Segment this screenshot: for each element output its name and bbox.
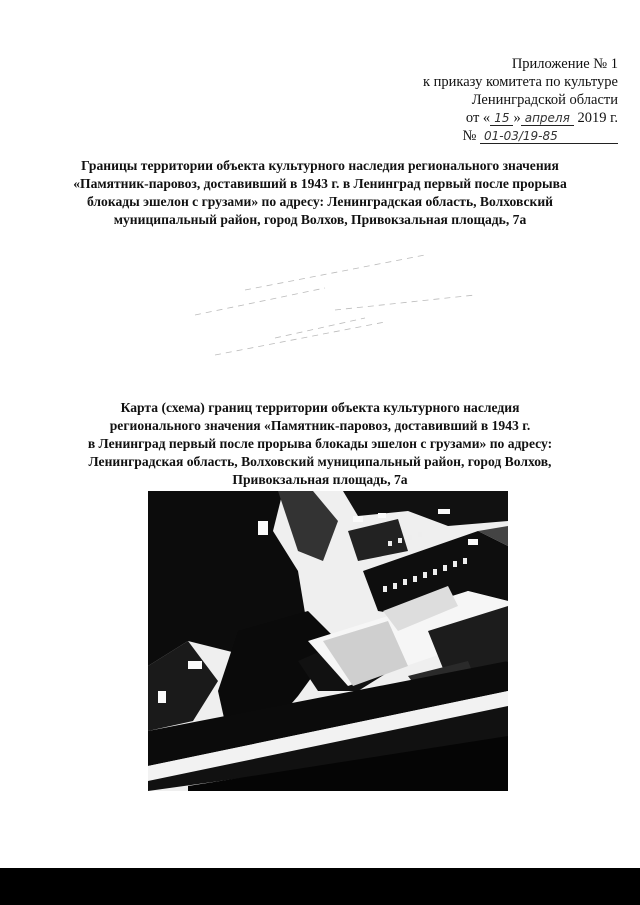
scan-bottom-edge bbox=[0, 868, 640, 905]
number-value: 01-03/19-85 bbox=[480, 129, 618, 144]
date-day: 15 bbox=[490, 111, 513, 126]
heading2-line: Карта (схема) границ территории объекта культурного наследия bbox=[120, 400, 520, 415]
date-mid: » bbox=[513, 110, 521, 126]
heading2-line: регионального значения «Памятник-паровоз, доставивший в 1943 г. bbox=[109, 418, 531, 433]
heading2-line: в Ленинград первый после прорыва блокады эшелон с грузами» по адресу: bbox=[87, 436, 553, 451]
heading1-line: муниципальный район, город Волхов, Привокзальная площадь, 7а bbox=[113, 212, 527, 227]
appendix-region-line: Ленинградской области bbox=[471, 92, 618, 108]
heading1-line: блокады эшелон с грузами» по адресу: Ленинградская область, Волховский bbox=[86, 194, 554, 209]
appendix-title: Приложение № 1 bbox=[511, 56, 618, 72]
heading2-line: Ленинградская область, Волховский муниципальный район, город Волхов, bbox=[88, 454, 552, 469]
number-prefix: № bbox=[462, 128, 477, 144]
date-prefix: от « bbox=[465, 110, 491, 126]
appendix-date-line bbox=[423, 109, 618, 127]
appendix-order-line: к приказу комитета по культуре bbox=[422, 74, 618, 90]
date-year: 2019 г. bbox=[577, 110, 618, 126]
appendix-block bbox=[423, 55, 618, 145]
territory-boundaries-title bbox=[60, 157, 580, 229]
heading2-line: Привокзальная площадь, 7а bbox=[232, 472, 408, 487]
aerial-map-drawing bbox=[148, 491, 508, 791]
heading1-line: Границы территории объекта культурного наследия регионального значения bbox=[81, 158, 559, 173]
aerial-map-image bbox=[148, 491, 508, 791]
heading1-line: «Памятник-паровоз, доставивший в 1943 г. в Ленинград первый после прорыва bbox=[73, 176, 567, 191]
date-month: апреля bbox=[521, 111, 574, 126]
map-scheme-title bbox=[70, 399, 570, 489]
appendix-number-line bbox=[423, 127, 618, 145]
faint-stamp-marks bbox=[185, 250, 485, 360]
